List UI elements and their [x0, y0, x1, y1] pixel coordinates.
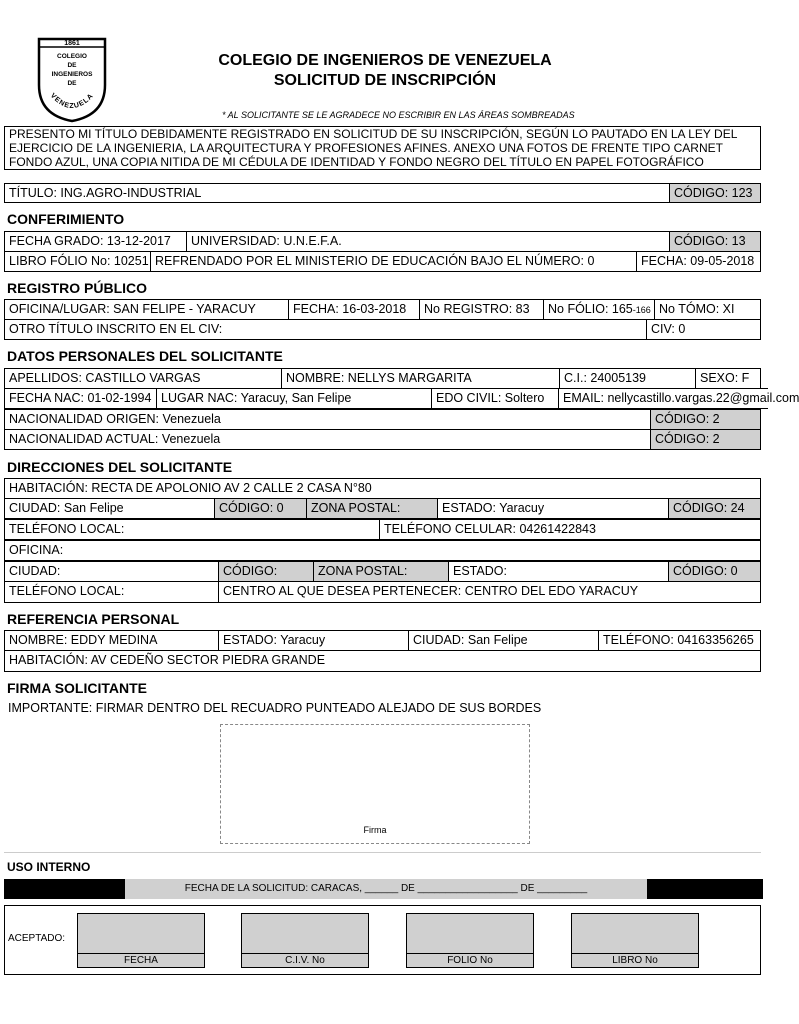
shaded-areas-note: * AL SOLICITANTE SE LE AGRADECE NO ESCRIBIR EN LAS ÁREAS SOMBREADAS	[222, 110, 575, 120]
aceptado-label: ACEPTADO:	[8, 933, 66, 944]
titulo-codigo: CÓDIGO: 123	[669, 183, 761, 203]
centro-field[interactable]: CENTRO AL QUE DESEA PERTENECER: CENTRO DEL EDO YARACUY	[218, 581, 761, 603]
nacionalidad-actual-codigo: CÓDIGO: 2	[650, 429, 761, 450]
page-subtitle: SOLICITUD DE INSCRIPCIÓN	[273, 72, 497, 89]
section-conferimiento: CONFERIMIENTO	[7, 211, 125, 227]
logo-arc-text: VENEZUELA	[48, 92, 96, 110]
page-title: COLEGIO DE INGENIEROS DE VENEZUELA	[218, 52, 552, 69]
no-tomo-field[interactable]: No TÓMO: XI	[654, 299, 761, 320]
slot-folio-no-label: FOLIO No	[407, 953, 533, 967]
oficina-estado-field[interactable]: ESTADO:	[448, 561, 669, 582]
oficina-zona-postal: ZONA POSTAL:	[313, 561, 449, 582]
referencia-telefono-field[interactable]: TELÉFONO: 04163356265	[598, 630, 761, 651]
nacionalidad-actual-field[interactable]: NACIONALIDAD ACTUAL: Venezuela	[4, 429, 651, 450]
slot-folio-no	[406, 913, 534, 968]
refrendado-fecha-field[interactable]: FECHA: 09-05-2018	[636, 251, 761, 272]
logo-year: 1861	[64, 40, 80, 47]
civ-logo	[37, 35, 107, 123]
logo-line-1: COLEGIO	[57, 53, 87, 60]
ci-field[interactable]: C.I.: 24005139	[559, 368, 696, 389]
slot-fecha-label: FECHA	[78, 953, 204, 967]
nacionalidad-origen-field[interactable]: NACIONALIDAD ORIGEN: Venezuela	[4, 409, 651, 430]
no-folio-field[interactable]	[543, 299, 655, 320]
estado-codigo: CÓDIGO: 24	[668, 498, 761, 519]
intro-statement: PRESENTO MI TÍTULO DEBIDAMENTE REGISTRADO EN SOLICITUD DE SU INSCRIPCIÓN, SEGÚN LO PAUTADO EN LA LEY DEL EJERCICIO DE LA INGENIERIA, LA ARQUITECTURA Y PROFESIONES AFINES. ANEXO UNA FOTOS DE FRENTE TIPO CARNET FONDO AZUL, UNA COPIA NITIDA DE MI CÉDULA DE IDENTIDAD Y FONDO NEGRO DEL TÍTULO EN PAPEL FOTOGRÁFICO	[4, 126, 761, 170]
oficina-telefono-field[interactable]: TELÉFONO LOCAL:	[4, 581, 219, 603]
sexo-field[interactable]: SEXO: F	[695, 368, 761, 389]
oficina-ciudad-codigo: CÓDIGO:	[218, 561, 314, 582]
registro-fecha-field[interactable]: FECHA: 16-03-2018	[288, 299, 420, 320]
slot-libro-no	[571, 913, 699, 968]
ciudad-field[interactable]: CIUDAD: San Felipe	[4, 498, 215, 519]
referencia-nombre-field[interactable]: NOMBRE: EDDY MEDINA	[4, 630, 219, 651]
referencia-habitacion-field[interactable]: HABITACIÓN: AV CEDEÑO SECTOR PIEDRA GRANDE	[4, 650, 761, 672]
section-referencia-personal: REFERENCIA PERSONAL	[7, 611, 180, 627]
fecha-grado-field[interactable]: FECHA GRADO: 13-12-2017	[4, 231, 187, 252]
apellidos-field[interactable]: APELLIDOS: CASTILLO VARGAS	[4, 368, 282, 389]
telefono-celular-field[interactable]: TELÉFONO CELULAR: 04261422843	[379, 519, 761, 540]
titulo-field[interactable]: TÍTULO: ING.AGRO-INDUSTRIAL	[4, 183, 670, 203]
logo-line-4: DE	[67, 80, 77, 87]
no-folio-extra: -166	[632, 305, 651, 315]
logo-line-3: INGENIEROS	[51, 71, 93, 78]
habitacion-field[interactable]: HABITACIÓN: RECTA DE APOLONIO AV 2 CALLE 2 CASA N°80	[4, 478, 761, 499]
fecha-nac-field[interactable]: FECHA NAC: 01-02-1994	[4, 388, 157, 409]
aceptado-box	[4, 905, 761, 975]
nombre-field[interactable]: NOMBRE: NELLYS MARGARITA	[281, 368, 560, 389]
fecha-solicitud: FECHA DE LA SOLICITUD: CARACAS, ______ DE __________________ DE _________	[125, 879, 647, 899]
conferimiento-codigo: CÓDIGO: 13	[669, 231, 761, 252]
refrendado-field[interactable]: REFRENDADO POR EL MINISTERIO DE EDUCACIÓN BAJO EL NÚMERO: 0	[150, 251, 637, 272]
edo-civil-field[interactable]: EDO CIVIL: Soltero	[431, 388, 559, 409]
oficina-estado-codigo: CÓDIGO: 0	[668, 561, 761, 582]
otro-titulo-field[interactable]: OTRO TÍTULO INSCRITO EN EL CIV:	[4, 319, 647, 340]
slot-fecha	[77, 913, 205, 968]
section-registro-publico: REGISTRO PÚBLICO	[7, 280, 148, 296]
firma-instruction: IMPORTANTE: FIRMAR DENTRO DEL RECUADRO PUNTEADO ALEJADO DE SUS BORDES	[8, 701, 542, 715]
nacionalidad-origen-codigo: CÓDIGO: 2	[650, 409, 761, 430]
oficina-lugar-field[interactable]: OFICINA/LUGAR: SAN FELIPE - YARACUY	[4, 299, 289, 320]
slot-libro-no-label: LIBRO No	[572, 953, 698, 967]
slot-civ-no-label: C.I.V. No	[242, 953, 368, 967]
section-direcciones: DIRECCIONES DEL SOLICITANTE	[7, 459, 233, 475]
telefono-local-field[interactable]: TELÉFONO LOCAL:	[4, 519, 380, 540]
libro-folio-field[interactable]: LIBRO FÓLIO No: 10251	[4, 251, 151, 272]
email-field[interactable]: EMAIL: nellycastillo.vargas.22@gmail.com	[558, 388, 768, 409]
logo-line-2: DE	[67, 62, 77, 69]
referencia-ciudad-field[interactable]: CIUDAD: San Felipe	[408, 630, 599, 651]
no-registro-field[interactable]: No REGISTRO: 83	[419, 299, 544, 320]
zona-postal: ZONA POSTAL:	[306, 498, 438, 519]
signature-label: Firma	[363, 825, 387, 835]
no-folio-value: No FÓLIO: 165	[548, 302, 633, 316]
lugar-nac-field[interactable]: LUGAR NAC: Yaracuy, San Felipe	[156, 388, 432, 409]
civ-field[interactable]: CIV: 0	[646, 319, 761, 340]
referencia-estado-field[interactable]: ESTADO: Yaracuy	[218, 630, 409, 651]
section-firma: FIRMA SOLICITANTE	[7, 680, 147, 696]
ciudad-codigo: CÓDIGO: 0	[214, 498, 307, 519]
section-datos-personales: DATOS PERSONALES DEL SOLICITANTE	[7, 348, 283, 364]
oficina-ciudad-field[interactable]: CIUDAD:	[4, 561, 219, 582]
estado-field[interactable]: ESTADO: Yaracuy	[437, 498, 669, 519]
oficina-field[interactable]: OFICINA:	[4, 540, 761, 561]
section-uso-interno: USO INTERNO	[7, 860, 91, 874]
universidad-field[interactable]: UNIVERSIDAD: U.N.E.F.A.	[186, 231, 670, 252]
slot-civ-no	[241, 913, 369, 968]
section-divider	[4, 852, 761, 853]
signature-box[interactable]	[220, 724, 530, 844]
